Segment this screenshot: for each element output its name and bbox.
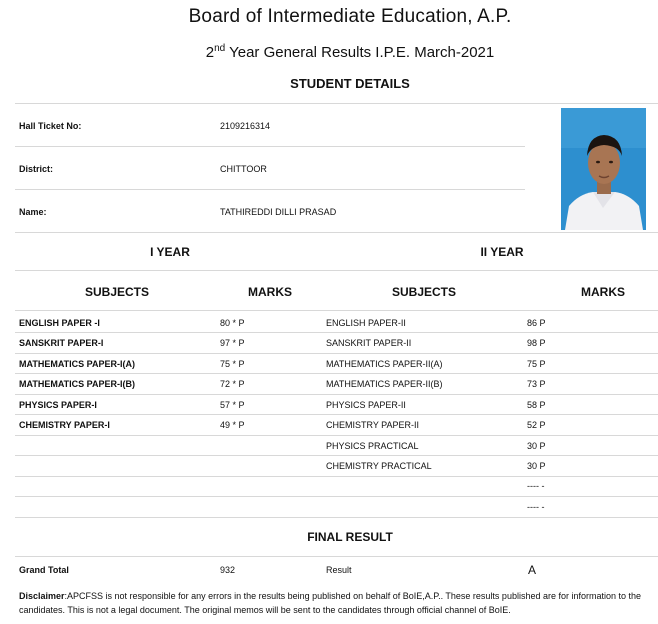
divider (15, 353, 658, 354)
divider (15, 373, 658, 374)
hall-ticket-label: Hall Ticket No: (19, 121, 82, 131)
student-photo (561, 108, 646, 230)
first-year-subject: CHEMISTRY PAPER-I (19, 420, 110, 430)
second-year-marks: 58 P (527, 400, 546, 410)
first-year-marks: 57 * P (220, 400, 245, 410)
divider (15, 455, 658, 456)
result-value: A (528, 563, 537, 577)
first-year-subject: MATHEMATICS PAPER-I(B) (19, 379, 135, 389)
first-year-subject: PHYSICS PAPER-I (19, 400, 97, 410)
second-year-heading: II YEAR (480, 245, 524, 259)
second-year-marks: 86 P (527, 318, 546, 328)
first-year-marks-header: MARKS (248, 285, 292, 299)
divider (15, 332, 658, 333)
disclaimer-text: :APCFSS is not responsible for any errors in the results being published on behalf of BoIE,A.P.. These results published are for information to the candidates. This is not a legal document. The original memos will be sent to the candidates through official channel of BoIE. (19, 591, 642, 615)
second-year-marks: 73 P (527, 379, 546, 389)
name-label: Name: (19, 207, 47, 217)
disclaimer-label: Disclaimer (19, 591, 65, 601)
student-details-heading: STUDENT DETAILS (290, 76, 410, 91)
second-year-marks: 75 P (527, 359, 546, 369)
first-year-heading: I YEAR (150, 245, 190, 259)
second-year-subject: PHYSICS PRACTICAL (326, 441, 419, 451)
final-result-heading: FINAL RESULT (307, 530, 393, 544)
divider (15, 146, 525, 147)
exam-year-number: 2 (205, 44, 215, 61)
first-year-marks: 80 * P (220, 318, 245, 328)
first-year-marks: 49 * P (220, 420, 245, 430)
divider (15, 556, 658, 557)
grand-total-value: 932 (220, 565, 236, 575)
name-value: TATHIREDDI DILLI PRASAD (220, 207, 337, 217)
second-year-subject: PHYSICS PAPER-II (326, 400, 406, 410)
second-year-marks: 98 P (527, 338, 546, 348)
disclaimer (19, 589, 658, 617)
second-year-subject: MATHEMATICS PAPER-II(A) (326, 359, 443, 369)
divider (15, 394, 658, 395)
divider (15, 435, 658, 436)
divider (15, 189, 525, 190)
first-year-marks: 72 * P (220, 379, 245, 389)
hall-ticket-value: 2109216314 (220, 121, 271, 131)
second-year-marks: ---- - (527, 481, 545, 491)
second-year-subject: SANSKRIT PAPER-II (326, 338, 412, 348)
divider (15, 232, 658, 233)
second-year-subject: CHEMISTRY PRACTICAL (326, 461, 432, 471)
divider (15, 270, 658, 271)
divider (15, 414, 658, 415)
district-label: District: (19, 164, 54, 174)
first-year-subject: SANSKRIT PAPER-I (19, 338, 104, 348)
second-year-subject: MATHEMATICS PAPER-II(B) (326, 379, 443, 389)
first-year-marks: 97 * P (220, 338, 245, 348)
second-year-subject: ENGLISH PAPER-II (326, 318, 406, 328)
grand-total-label: Grand Total (19, 565, 69, 575)
exam-title (0, 43, 658, 61)
district-value: CHITTOOR (220, 164, 267, 174)
board-title: Board of Intermediate Education, A.P. (188, 6, 512, 27)
divider (15, 496, 658, 497)
divider (15, 103, 658, 104)
divider (15, 476, 658, 477)
divider (15, 310, 658, 311)
second-year-marks: 30 P (527, 441, 546, 451)
second-year-subject: CHEMISTRY PAPER-II (326, 420, 420, 430)
second-year-marks: 30 P (527, 461, 546, 471)
first-year-marks: 75 * P (220, 359, 245, 369)
second-year-marks-header: MARKS (581, 285, 625, 299)
second-year-subjects-header: SUBJECTS (391, 285, 456, 299)
first-year-subject: MATHEMATICS PAPER-I(A) (19, 359, 135, 369)
exam-title-rest: Year General Results I.P.E. March-2021 (225, 44, 495, 61)
result-label: Result (326, 565, 352, 575)
first-year-subject: ENGLISH PAPER -I (19, 318, 100, 328)
second-year-marks: ---- - (527, 502, 545, 512)
divider (15, 517, 658, 518)
second-year-marks: 52 P (527, 420, 546, 430)
first-year-subjects-header: SUBJECTS (84, 285, 149, 299)
exam-year-suffix: nd (214, 43, 226, 54)
